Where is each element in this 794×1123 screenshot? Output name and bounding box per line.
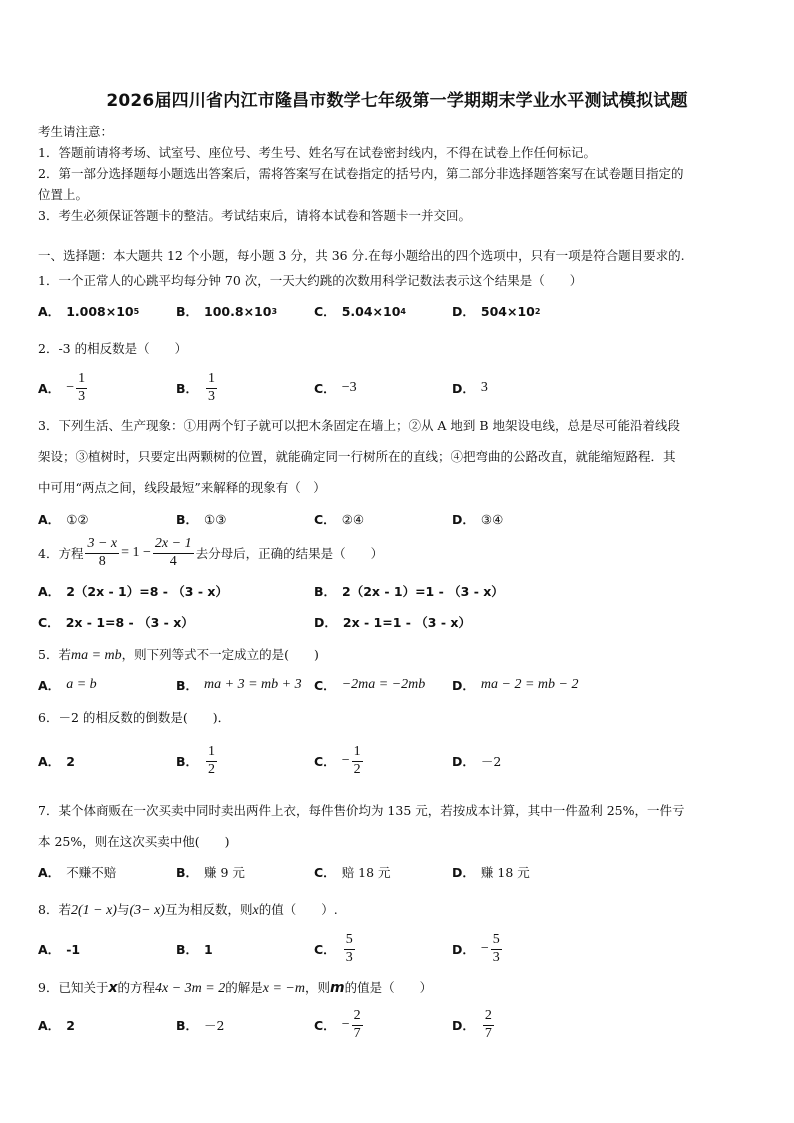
page-title: 2026届四川省内江市隆昌市数学七年级第一学期期末学业水平测试模拟试题 [106,91,688,111]
fraction: $\frac{2x - 1}{4}$ [154,536,192,569]
question-7-stem: 本 25%，则在这次买卖中他( ) [38,834,230,849]
option-c[interactable]: C． − $\frac{2}{7}$ [314,1008,361,1041]
option-a[interactable]: A． 不赚不赔 [38,865,117,880]
question-5-options [38,676,758,696]
question-4-options-row2 [38,613,758,633]
question-4-options-row1 [38,582,758,602]
option-d[interactable]: D． ③④ [452,511,504,527]
question-3-stem: 中可用“两点之间，线段最短”来解释的现象有（ ） [38,480,326,495]
option-c[interactable]: C． 2x - 1=8 - （3 - x） [38,615,194,630]
option-c[interactable]: C． −3 [314,380,357,396]
notice-item: 3．考生必须保证答题卡的整洁。考试结束后，请将本试卷和答题卡一并交回。 [38,208,471,223]
notice-heading: 考生请注意： [38,124,114,139]
question-3-options [38,510,758,530]
option-b[interactable]: B． ma + 3 = mb + 3 [176,677,302,693]
question-6-options [38,742,758,780]
option-d[interactable]: D． 504×10 2 [452,303,541,319]
option-b[interactable]: B． 100.8×10 3 [176,303,278,319]
question-3-stem: 3．下列生活、生产现象：①用两个钉子就可以把木条固定在墙上；②从 A 地到 B 地架设电线，总是尽可能沿着线段 [38,418,681,433]
notice-item: 位置上。 [38,187,89,202]
option-b[interactable]: B． $\frac{1}{2}$ [176,744,216,777]
option-c[interactable]: C． $\frac{5}{3}$ [314,932,353,965]
question-9-options [38,1006,758,1044]
option-c[interactable]: C． −2ma = −2mb [314,677,426,693]
fraction: $\frac{1}{3}$ [78,371,86,404]
option-b[interactable]: B． 赚 9 元 [176,865,245,880]
option-d[interactable]: D． $\frac{2}{7}$ [452,1008,492,1041]
option-b[interactable]: B． 1 [176,941,213,957]
option-c[interactable]: C． 赔 18 元 [314,865,391,880]
option-a[interactable]: A． -1 [38,941,81,957]
option-a[interactable]: A． 2 [38,1017,75,1033]
notice-item: 2．第一部分选择题每小题选出答案后，需将答案写在试卷指定的括号内，第二部分非选择题答案写在试卷题目指定的 [38,166,684,181]
option-b[interactable]: B． 2（2x - 1）=1 - （3 - x） [314,584,504,599]
fraction: $\frac{2}{7}$ [353,1008,361,1041]
fraction: $\frac{1}{2}$ [353,744,361,777]
question-1-stem: 1．一个正常人的心跳平均每分钟 70 次，一天大约跳的次数用科学记数法表示这个结果是（ ） [38,273,583,288]
question-7-stem: 7．某个体商贩在一次买卖中同时卖出两件上衣，每件售价均为 135 元，若按成本计算，其中一件盈利 25%，一件亏 [38,803,685,818]
question-8-options [38,930,758,968]
fraction: $\frac{5}{3}$ [345,932,353,965]
fraction: $\frac{1}{3}$ [208,371,216,404]
option-a[interactable]: A． a = b [38,677,97,693]
option-d[interactable]: D． 赚 18 元 [452,865,530,880]
option-d[interactable]: D． 3 [452,380,488,396]
notice-item: 1．答题前请将考场、试室号、座位号、考生号、姓名写在试卷密封线内，不得在试卷上作任何标记。 [38,145,596,160]
fraction: $\frac{1}{2}$ [208,744,216,777]
question-7-options [38,863,758,883]
option-b[interactable]: B． $\frac{1}{3}$ [176,371,216,404]
question-2-stem: 2．-3 的相反数是（ ） [38,341,188,356]
option-b[interactable]: B． －2 [176,1018,225,1033]
option-a[interactable]: A． ①② [38,511,89,527]
option-a[interactable]: A． − $\frac{1}{3}$ [38,371,86,404]
option-d[interactable]: D． ma − 2 = mb − 2 [452,677,579,693]
fraction: $\frac{5}{3}$ [492,932,500,965]
question-9-stem: 9．已知关于x的方程4x − 3m = 2的解是x = −m，则m的值是（ ） [38,980,433,996]
option-d[interactable]: D． －2 [452,754,502,769]
question-4-stem: 4．方程 $\frac{3 - x}{8}$ = 1 − $\frac{2x - 1}{4}$ 去分母后，正确的结果是（ ） [38,536,384,569]
option-d[interactable]: D． − $\frac{5}{3}$ [452,932,500,965]
option-d[interactable]: D． 2x - 1=1 - （3 - x） [314,615,471,630]
fraction: $\frac{3 - x}{8}$ [87,536,118,569]
option-c[interactable]: C． 5.04×10 4 [314,303,406,319]
question-1-options [38,302,758,322]
section-heading: 一、选择题：本大题共 12 个小题，每小题 3 分，共 36 分.在每小题给出的四个选项中，只有一项是符合题目要求的. [38,248,685,263]
question-8-stem: 8．若2(1 − x)与(3− x)互为相反数，则x的值（ ）. [38,902,338,918]
question-5-stem: 5．若ma = mb，则下列等式不一定成立的是( ) [38,647,319,663]
option-a[interactable]: A． 2（2x - 1）=8 - （3 - x） [38,584,228,599]
option-a[interactable]: A． 1.008×10 5 [38,303,140,319]
option-c[interactable]: C． ②④ [314,511,365,527]
question-3-stem: 架设；③植树时，只要定出两颗树的位置，就能确定同一行树所在的直线；④把弯曲的公路改直，就能缩短路程．其 [38,449,676,464]
option-b[interactable]: B． ①③ [176,511,227,527]
question-6-stem: 6．－2 的相反数的倒数是( )． [38,710,231,725]
question-2-options [38,370,758,406]
option-c[interactable]: C． − $\frac{1}{2}$ [314,744,361,777]
fraction: $\frac{2}{7}$ [484,1008,492,1041]
option-a[interactable]: A． 2 [38,753,75,769]
